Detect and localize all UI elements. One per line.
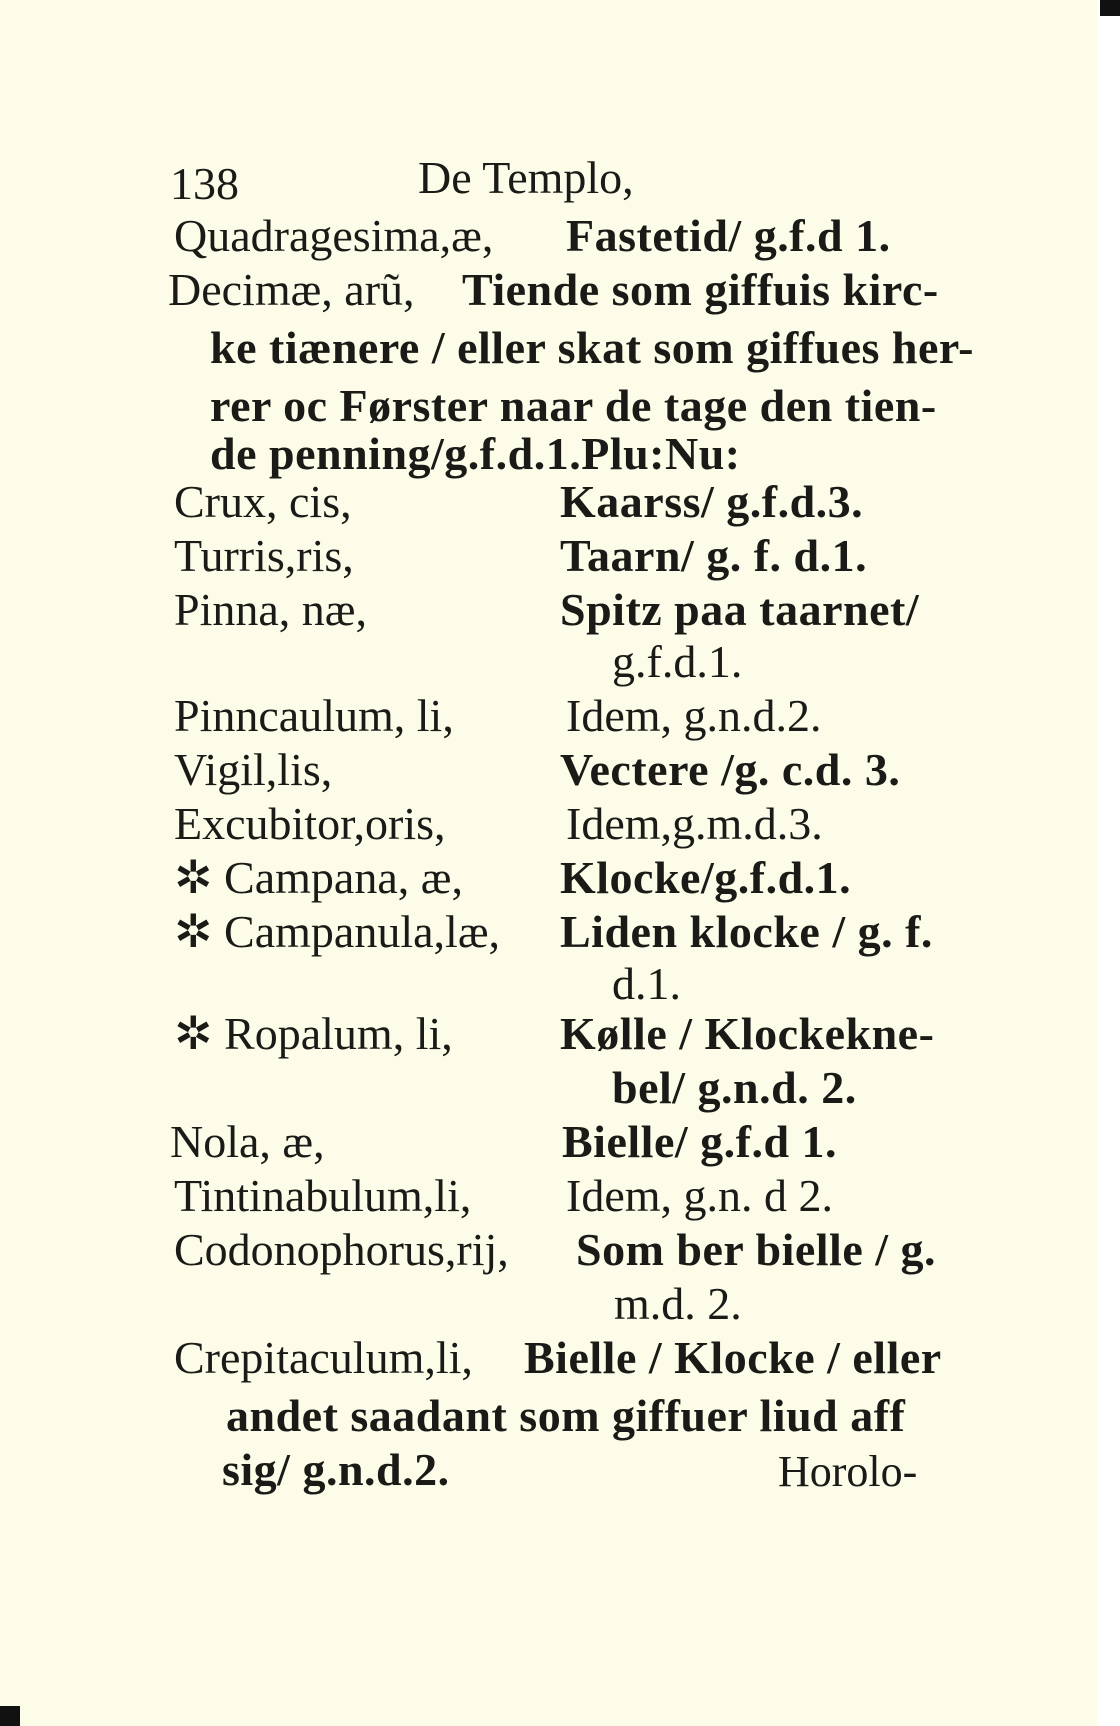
scan-marker xyxy=(0,1706,20,1726)
gloss-continuation: ke tiænere / eller skat som giffues her- xyxy=(210,322,974,373)
latin-term: ✲ Campana, æ, xyxy=(174,852,463,903)
latin-term: Nola, æ, xyxy=(170,1116,325,1167)
danish-gloss: Idem, g.n.d.2. xyxy=(566,690,822,741)
danish-gloss: Liden klocke / g. f. xyxy=(560,906,933,957)
danish-gloss: Idem, g.n. d 2. xyxy=(566,1170,834,1221)
latin-term: Excubitor,oris, xyxy=(174,798,446,849)
gloss-continuation: m.d. 2. xyxy=(614,1278,742,1329)
danish-gloss: Kølle / Klockekne- xyxy=(560,1008,935,1059)
running-title: De Templo, xyxy=(418,152,634,203)
danish-gloss: Kaarss/ g.f.d.3. xyxy=(560,476,864,527)
danish-gloss: Taarn/ g. f. d.1. xyxy=(560,530,868,581)
danish-gloss: Som ber bielle / g. xyxy=(576,1224,937,1275)
latin-term: Tintinabulum,li, xyxy=(174,1170,472,1221)
latin-term: Crepitaculum,li, xyxy=(174,1332,473,1383)
danish-gloss: Tiende som giffuis kirc- xyxy=(462,264,939,315)
latin-term: Decimæ, arũ, xyxy=(168,264,415,315)
latin-term: ✲ Campanula,læ, xyxy=(174,906,500,957)
scan-margin xyxy=(1097,0,1120,1726)
latin-term: Turris,ris, xyxy=(174,530,354,581)
latin-term: Vigil,lis, xyxy=(174,744,333,795)
gloss-continuation: rer oc Førster naar de tage den tien- xyxy=(210,380,937,431)
gloss-continuation: d.1. xyxy=(612,958,681,1009)
danish-gloss: Klocke/g.f.d.1. xyxy=(560,852,852,903)
danish-gloss: Bielle/ g.f.d 1. xyxy=(562,1116,838,1167)
gloss-continuation: sig/ g.n.d.2. xyxy=(222,1444,450,1495)
catchword: Horolo- xyxy=(778,1447,918,1496)
danish-gloss: Bielle / Klocke / eller xyxy=(524,1332,942,1383)
gloss-continuation: andet saadant som giffuer liud aff xyxy=(226,1390,906,1441)
latin-term: Pinncaulum, li, xyxy=(174,690,454,741)
danish-gloss: Vectere /g. c.d. 3. xyxy=(560,744,901,795)
latin-term: Quadragesima,æ, xyxy=(174,210,494,261)
latin-term: Pinna, næ, xyxy=(174,584,367,635)
latin-term: Crux, cis, xyxy=(174,476,352,527)
gloss-continuation: bel/ g.n.d. 2. xyxy=(612,1062,857,1113)
scan-marker xyxy=(1100,0,1120,16)
latin-term: Codonophorus,rij, xyxy=(174,1224,509,1275)
danish-gloss: Fastetid/ g.f.d 1. xyxy=(566,210,891,261)
gloss-continuation: g.f.d.1. xyxy=(612,636,743,687)
page-number: 138 xyxy=(170,158,239,209)
danish-gloss: Spitz paa taarnet/ xyxy=(560,584,920,635)
gloss-continuation: de penning/g.f.d.1.Plu:Nu: xyxy=(210,428,741,479)
latin-term: ✲ Ropalum, li, xyxy=(174,1008,453,1059)
danish-gloss: Idem,g.m.d.3. xyxy=(566,798,823,849)
